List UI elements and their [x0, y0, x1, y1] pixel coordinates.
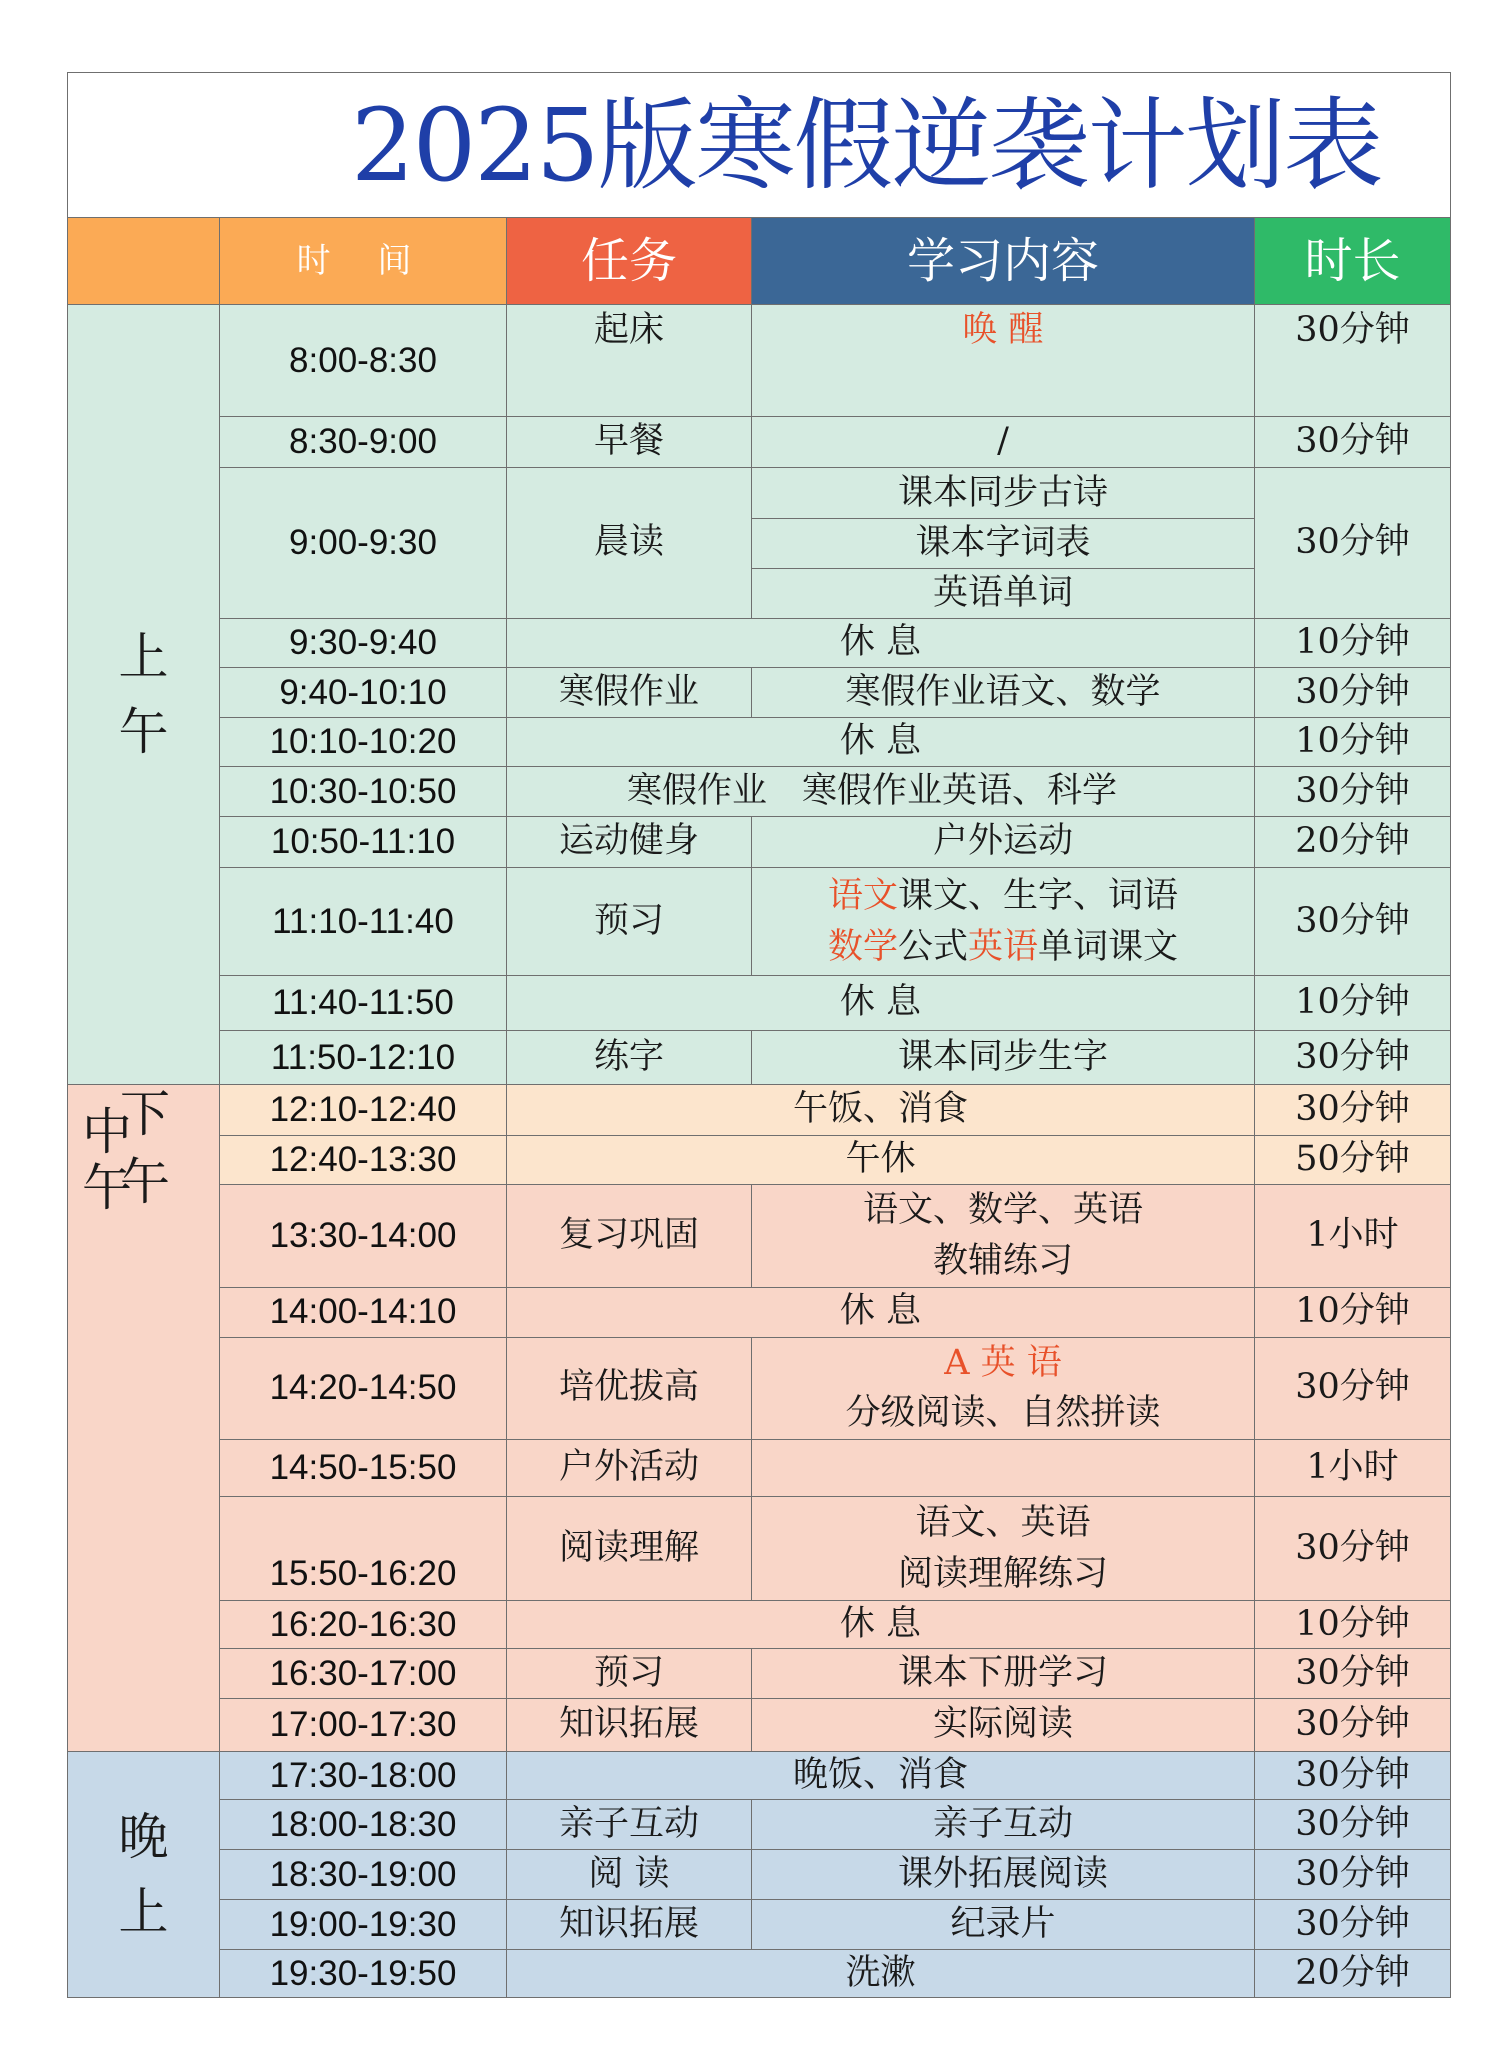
row-content: 寒假作业语文、数学 — [752, 668, 1255, 718]
row-duration: 30分钟 — [1255, 417, 1451, 468]
table-row — [68, 619, 1451, 668]
table-row — [68, 1497, 1451, 1601]
row-content — [752, 868, 1255, 976]
row-merged: 休 息 — [507, 1601, 1255, 1649]
row-time: 9:00-9:30 — [220, 468, 507, 619]
table-row — [68, 817, 1451, 868]
segment-evening: 晚 上 — [68, 1752, 220, 1998]
row-content — [752, 1497, 1255, 1601]
row-merged: 寒假作业 寒假作业英语、科学 — [507, 767, 1255, 817]
segment-afternoon-char1: 下 — [120, 1085, 170, 1143]
content-line — [752, 922, 1254, 973]
table-row — [68, 1440, 1451, 1497]
row-time: 8:30-9:00 — [220, 417, 507, 468]
table-row — [68, 718, 1451, 767]
table-row — [68, 1031, 1451, 1085]
row-time: 16:20-16:30 — [220, 1601, 507, 1649]
row-task: 知识拓展 — [507, 1699, 752, 1752]
page-title: 2025版寒假逆袭计划表 — [68, 73, 1451, 218]
content-line — [752, 871, 1254, 922]
row-content: 亲子互动 — [752, 1800, 1255, 1850]
row-merged: 休 息 — [507, 718, 1255, 767]
row-time: 9:40-10:10 — [220, 668, 507, 718]
segment-noon-char1: 中 — [82, 1103, 132, 1161]
row-merged: 休 息 — [507, 976, 1255, 1031]
row-task: 早餐 — [507, 417, 752, 468]
row-duration: 30分钟 — [1255, 1850, 1451, 1900]
row-duration: 30分钟 — [1255, 1699, 1451, 1752]
content-highlight: 英语 — [968, 926, 1039, 967]
row-content: / — [752, 417, 1255, 468]
table-row — [68, 1287, 1451, 1337]
row-merged: 晚饭、消食 — [507, 1752, 1255, 1800]
row-content: 唤 醒 — [752, 305, 1255, 417]
row-duration: 30分钟 — [1255, 1752, 1451, 1800]
row-task: 复习巩固 — [507, 1185, 752, 1288]
row-task: 培优拔高 — [507, 1337, 752, 1440]
header-time: 时 间 — [220, 218, 507, 305]
table-row — [68, 1601, 1451, 1649]
segment-noon-char2: 午 — [82, 1159, 132, 1217]
segment-afternoon-char2: 午 — [120, 1153, 170, 1211]
table-row — [68, 1900, 1451, 1950]
row-duration: 10分钟 — [1255, 718, 1451, 767]
row-merged: 午饭、消食 — [507, 1085, 1255, 1136]
row-content-list — [752, 468, 1255, 619]
row-time: 15:50-16:20 — [220, 1497, 507, 1601]
row-time: 18:30-19:00 — [220, 1850, 507, 1900]
row-task: 寒假作业 — [507, 668, 752, 718]
table-row — [68, 1185, 1451, 1288]
table-row — [68, 1800, 1451, 1850]
row-time: 19:30-19:50 — [220, 1950, 507, 1998]
row-task: 阅读理解 — [507, 1497, 752, 1601]
row-duration: 30分钟 — [1255, 1337, 1451, 1440]
row-content: 课外拓展阅读 — [752, 1850, 1255, 1900]
row-time: 10:50-11:10 — [220, 817, 507, 868]
table-row — [68, 1085, 1451, 1136]
row-time: 12:10-12:40 — [220, 1085, 507, 1136]
content-line: A 英 语 — [944, 1342, 1062, 1383]
row-merged: 休 息 — [507, 1287, 1255, 1337]
table-row — [68, 417, 1451, 468]
row-time: 14:00-14:10 — [220, 1287, 507, 1337]
row-time: 18:00-18:30 — [220, 1800, 507, 1850]
content-highlight: 语文 — [827, 875, 898, 916]
header-corner — [68, 218, 220, 305]
row-duration: 1小时 — [1255, 1185, 1451, 1288]
row-time: 11:10-11:40 — [220, 868, 507, 976]
row-task: 阅 读 — [507, 1850, 752, 1900]
row-task: 预习 — [507, 1649, 752, 1699]
row-task: 晨读 — [507, 468, 752, 619]
row-duration: 10分钟 — [1255, 1287, 1451, 1337]
row-time: 19:00-19:30 — [220, 1900, 507, 1950]
row-time: 10:30-10:50 — [220, 767, 507, 817]
row-duration: 30分钟 — [1255, 767, 1451, 817]
content-line: 教辅练习 — [932, 1240, 1073, 1281]
row-merged: 午休 — [507, 1136, 1255, 1185]
row-time: 8:00-8:30 — [220, 305, 507, 417]
row-duration: 30分钟 — [1255, 1649, 1451, 1699]
row-content — [752, 1440, 1255, 1497]
row-content: 户外运动 — [752, 817, 1255, 868]
row-content: 纪录片 — [752, 1900, 1255, 1950]
table-row — [68, 868, 1451, 976]
row-duration: 30分钟 — [1255, 305, 1451, 417]
row-task: 预习 — [507, 868, 752, 976]
row-duration: 10分钟 — [1255, 1601, 1451, 1649]
row-duration: 1小时 — [1255, 1440, 1451, 1497]
row-task: 起床 — [507, 305, 752, 417]
row-time: 11:40-11:50 — [220, 976, 507, 1031]
content-item: 课本同步古诗 — [752, 469, 1254, 519]
row-time: 12:40-13:30 — [220, 1136, 507, 1185]
content-item: 英语单词 — [932, 572, 1073, 613]
content-text: 单词课文 — [1038, 926, 1179, 967]
row-task: 运动健身 — [507, 817, 752, 868]
row-merged: 洗漱 — [507, 1950, 1255, 1998]
content-item: 课本字词表 — [752, 519, 1254, 569]
segment-morning: 上 午 — [68, 305, 220, 1085]
row-duration: 30分钟 — [1255, 1800, 1451, 1850]
row-duration: 30分钟 — [1255, 1031, 1451, 1085]
content-text: 公式 — [897, 926, 968, 967]
table-row — [68, 1337, 1451, 1440]
row-content — [752, 1337, 1255, 1440]
row-task: 知识拓展 — [507, 1900, 752, 1950]
row-duration: 10分钟 — [1255, 619, 1451, 668]
header-task: 任务 — [507, 218, 752, 305]
row-duration: 30分钟 — [1255, 468, 1451, 619]
table-row — [68, 1699, 1451, 1752]
row-task: 练字 — [507, 1031, 752, 1085]
table-row — [68, 767, 1451, 817]
row-content: 实际阅读 — [752, 1699, 1255, 1752]
row-time: 9:30-9:40 — [220, 619, 507, 668]
row-task: 户外活动 — [507, 1440, 752, 1497]
row-time: 11:50-12:10 — [220, 1031, 507, 1085]
header-duration: 时长 — [1255, 218, 1451, 305]
table-row — [68, 1649, 1451, 1699]
content-line: 分级阅读、自然拼读 — [845, 1393, 1161, 1434]
content-highlight: 数学 — [827, 926, 898, 967]
row-time: 17:00-17:30 — [220, 1699, 507, 1752]
row-time: 17:30-18:00 — [220, 1752, 507, 1800]
row-duration: 20分钟 — [1255, 1950, 1451, 1998]
row-duration: 30分钟 — [1255, 668, 1451, 718]
row-duration: 20分钟 — [1255, 817, 1451, 868]
table-row — [68, 1752, 1451, 1800]
content-line: 语文、数学、英语 — [862, 1190, 1143, 1230]
row-duration: 10分钟 — [1255, 976, 1451, 1031]
table-row — [68, 976, 1451, 1031]
row-time: 14:50-15:50 — [220, 1440, 507, 1497]
row-duration: 30分钟 — [1255, 1085, 1451, 1136]
row-duration: 30分钟 — [1255, 1497, 1451, 1601]
table-row — [68, 1950, 1451, 1998]
table-row — [68, 1850, 1451, 1900]
content-line: 语文、英语 — [915, 1502, 1091, 1543]
row-duration: 30分钟 — [1255, 1900, 1451, 1950]
segment-noon-afternoon — [68, 1085, 220, 1752]
row-time: 14:20-14:50 — [220, 1337, 507, 1440]
row-content: 课本下册学习 — [752, 1649, 1255, 1699]
row-time: 10:10-10:20 — [220, 718, 507, 767]
header-content: 学习内容 — [752, 218, 1255, 305]
row-time: 16:30-17:00 — [220, 1649, 507, 1699]
content-text: 课文、生字、词语 — [898, 875, 1179, 916]
row-merged: 休 息 — [507, 619, 1255, 668]
row-time: 13:30-14:00 — [220, 1185, 507, 1288]
row-content — [752, 1185, 1255, 1288]
row-duration: 30分钟 — [1255, 868, 1451, 976]
table-row — [68, 1136, 1451, 1185]
table-row — [68, 305, 1451, 417]
schedule-table — [67, 72, 1451, 1998]
content-line: 阅读理解练习 — [897, 1553, 1108, 1594]
table-row — [68, 668, 1451, 718]
table-row — [68, 468, 1451, 619]
row-task: 亲子互动 — [507, 1800, 752, 1850]
row-duration: 50分钟 — [1255, 1136, 1451, 1185]
row-content: 课本同步生字 — [752, 1031, 1255, 1085]
